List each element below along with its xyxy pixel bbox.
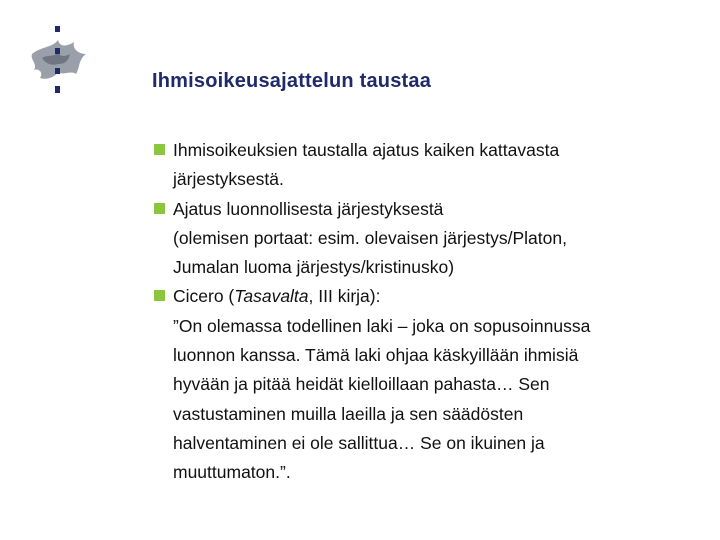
quote-line: halventaminen ei ole sallittua… Se on ikuinen ja bbox=[173, 432, 545, 453]
bullet-marker-icon bbox=[154, 290, 165, 301]
university-logo-icon bbox=[24, 24, 94, 102]
bullet-line: Jumalan luoma järjestys/kristinusko) bbox=[173, 257, 455, 278]
citation-suffix: , III kirja): bbox=[308, 286, 381, 307]
bullet-line: Ajatus luonnollisesta järjestyksestä bbox=[173, 198, 444, 219]
bullet-item bbox=[152, 195, 692, 283]
bullet-line: (olemisen portaat: esim. olevaisen järjestys/Platon, bbox=[173, 227, 567, 248]
quote-line: vastustaminen muilla laeilla ja sen säädösten bbox=[173, 403, 524, 424]
quote-line: muuttumaton.”. bbox=[173, 462, 291, 483]
work-title: Tasavalta bbox=[234, 286, 309, 307]
bullet-line: Ihmisoikeuksien taustalla ajatus kaiken kattavasta bbox=[173, 140, 560, 160]
bullet-line bbox=[173, 282, 692, 311]
quote-line: ”On olemassa todellinen laki – joka on sopusoinnussa bbox=[173, 315, 591, 336]
quote-line: luonnon kanssa. Tämä laki ohjaa käskyillään ihmisiä bbox=[173, 345, 579, 366]
bullet-item bbox=[152, 282, 692, 487]
bullet-line: järjestyksestä. bbox=[173, 169, 284, 190]
bullet-marker-icon bbox=[154, 203, 165, 214]
quote-line: hyvään ja pitää heidät kielloillaan pahasta… Sen bbox=[173, 374, 550, 395]
bullet-item bbox=[152, 136, 692, 195]
bullet-list bbox=[152, 136, 692, 488]
bullet-marker-icon bbox=[154, 144, 165, 155]
slide-title: Ihmisoikeusajattelun taustaa bbox=[152, 70, 432, 92]
citation-prefix: Cicero ( bbox=[173, 286, 235, 307]
